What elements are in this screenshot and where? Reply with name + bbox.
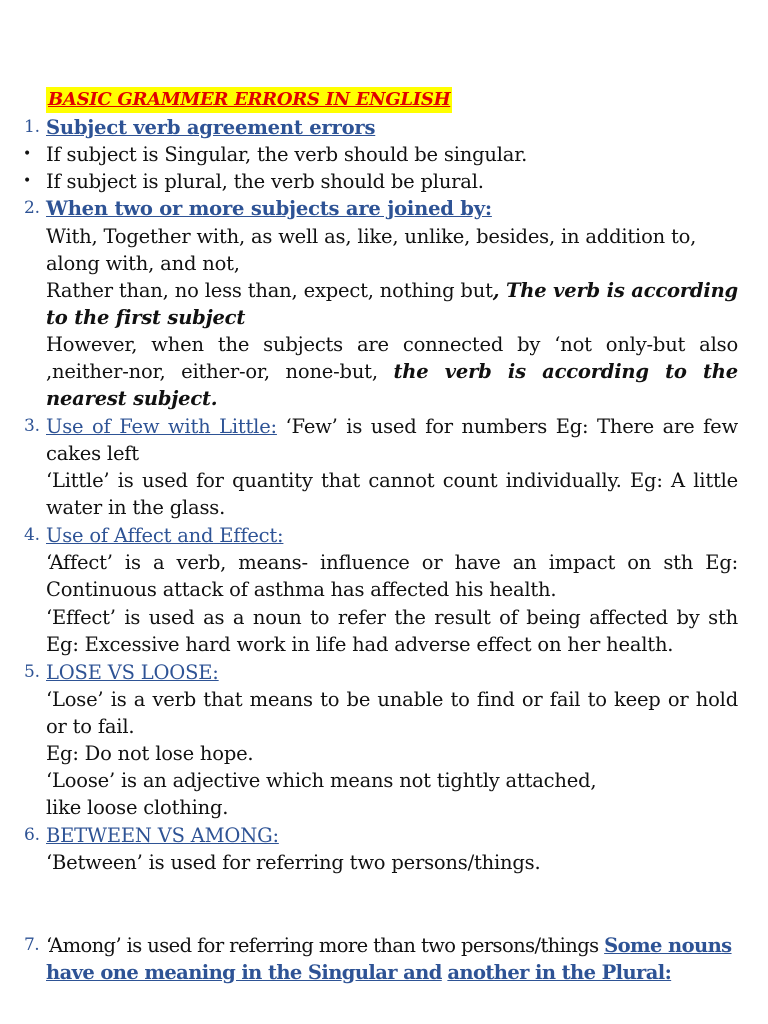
paragraph [46,767,738,794]
paragraph-text: ‘Among’ is used for referring more than two persons/things [46,934,605,957]
section-heading: Subject verb agreement errors [46,116,376,139]
section-3 [24,413,739,467]
emphasis-text: the verb is according to the nearest subject. [46,360,738,410]
section-heading: Use of Few with Little: [46,415,277,438]
bullet-icon: • [23,173,32,189]
paragraph [46,740,738,767]
paragraph-text: ‘Lose’ is a verb that means to be unable to find or fail to keep or hold or to fail. [46,688,738,738]
section-5 [24,659,738,686]
bullet-text: If subject is plural, the verb should be plural. [46,170,484,193]
section-heading: Use of Affect and Effect: [46,524,284,547]
section-number: 5. [24,662,40,682]
bullet-text: If subject is Singular, the verb should be singular. [46,143,528,166]
paragraph-text: ‘Few’ is used for numbers Eg: There are few cakes left [46,415,739,465]
bullet-icon: • [23,146,32,162]
paragraph [46,849,738,876]
paragraph-text: Eg: Do not lose hope. [46,742,254,765]
section-4 [24,522,738,549]
section-heading: Some nouns have one meaning in the Singular and [46,934,732,984]
paragraph-text: ‘Effect’ is used as a noun to refer the result of being affected by sth Eg: Excessive hard work in life had adverse effect on her health. [46,606,738,656]
section-1 [24,114,738,141]
paragraph-text: Rather than, no less than, expect, nothing but [46,279,493,302]
paragraph [46,686,738,740]
paragraph [46,277,738,331]
paragraph-text: ‘Little’ is used for quantity that cannot count individually. Eg: A little water in the glass. [46,469,738,519]
section-number: 3. [24,416,40,436]
section-number: 7. [24,935,40,955]
section-number: 1. [24,117,40,137]
paragraph-text: ‘Loose’ is an adjective which means not tightly attached, [46,769,597,792]
paragraph [46,467,738,521]
section-number: 4. [24,525,40,545]
bullet-item [23,141,738,168]
paragraph [46,604,738,658]
paragraph [46,331,738,412]
section-heading: BETWEEN VS AMONG: [46,824,279,847]
paragraph-text: like loose clothing. [46,796,229,819]
emphasis-text: , The verb is according to the first subject [46,279,738,329]
section-7 [24,932,738,986]
section-heading: LOSE VS LOOSE: [46,661,219,684]
section-number: 6. [24,825,40,845]
section-heading: another in the Plural: [447,961,672,984]
paragraph-text: With, Together with, as well as, like, unlike, besides, in addition to, along with, and not, [46,225,697,275]
paragraph-text: However, when the subjects are connected by ‘not only-but also ,neither-nor, either-or, none-but, [46,333,738,383]
section-heading: When two or more subjects are joined by: [46,197,492,220]
paragraph-text: ‘Affect’ is a verb, means- influence or have an impact on sth Eg: Continuous attack of asthma has affected his health. [46,551,738,601]
bullet-item [23,168,738,195]
section-number: 2. [24,198,40,218]
document-title: BASIC GRAMMER ERRORS IN ENGLISH [46,87,452,113]
section-2 [24,195,738,222]
paragraph [46,549,738,603]
paragraph-text: ‘Between’ is used for referring two persons/things. [46,851,541,874]
paragraph [46,223,738,277]
section-6 [24,822,738,849]
paragraph [46,794,738,821]
